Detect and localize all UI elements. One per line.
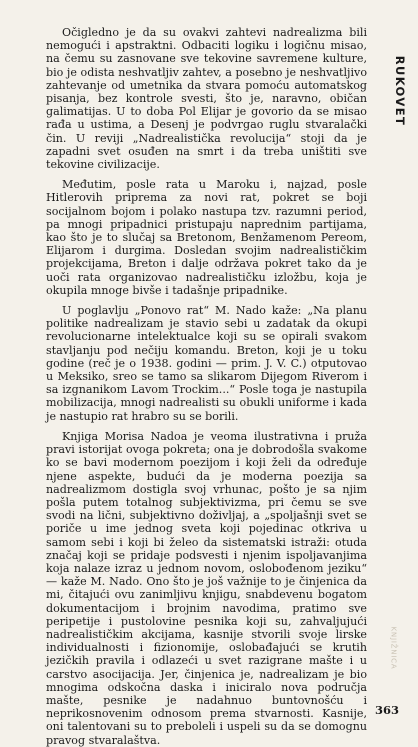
paragraph-2: Međutim, posle rata u Maroku i, najzad, posle Hitlerovih priprema za novi rat, pokret se boji socijalnom bojom i polako nastupa tzv. razumni period, pa mnogi pripadnici pristupaju naprednim partijama, kao što je to slučaj sa Bretonom, Benžamenom Pereom, Elijarom i durgima. Dosledan svojim nadrealističkim projekcijama, Breton i dalje održava pokret tako da je uoči rata organizovao nadrealističku izložbu, koja je okupila mnoge bivše i tadašnje pripadnike. (46, 178, 367, 297)
paragraph-4: Knjiga Morisa Nadoa je veoma ilustrativna i pruža pravi istorijat ovoga pokreta; ona je dobrodošla svakome ko se bavi modernom poezijom i koji želi da određuje njene aspekte, budući da je moderna poezija sa nadrealizmom dostigla svoj vrhunac, pošto je sa njim pošla putem totalnog subjektivizma, pri čemu se sve svodi na lični, subjektivno doživljaj, a „spoljašnji svet se poriče u ime jednog sveta koji pojedinac otkriva u samom sebi i koji bi želeo da sistematski istraži: otuda značaj koji se pridaje podsvesti i njenim ispoljavanjima koja nalaze izraz u jednom novom, oslobođenom jeziku“ — kaže M. Nado. Ono što je još važnije to je činjenica da mi, čitajući ovu zanimljivu knjigu, snabdevenu bogatom dokumentacijom i brojnim navodima, pratimo sve peripetije i pustolovine pesnika koji su, zahvaljujući nadrealističkim akcijama, kasnije stvorili svoje lirske individualnosti i fizionomije, oslobađajući se krutih jezičkih pravila i odlazeći u svet razigrane mašte i u carstvo asocijacija. Jer, činjenica je, nadrealizam je bio mnogima odskočna daska i iniciralo nova područja mašte, pesnike je nadahnuo buntovnošću i neprikosnovenim odnosom prema stvarnosti. Kasnije, oni talentovani su to preboleli i uspeli su da se domognu pravog stvaralaštva. (46, 429, 367, 747)
library-stamp-text: KNJIŽNICA (389, 626, 397, 670)
paragraph-3: U poglavlju „Ponovo rat“ M. Nado kaže: „Na planu politike nadrealizam je stavio sebi u zadatak da okupi revolucionarne intelektualce koji su se opirali svakom stavljanju pod nečiju komandu. Breton, koji je u toku godine (reč je o 1938. godini — prim. J. V. C.) otputovao u Meksiko, sreo se tamo sa slikarom Dijegom Riverom i sa izgnanikom Lavom Trockim...“ Posle toga je nastupila mobilizacija, mnogi nadrealisti su obukli uniforme i kada je nastupio rat hrabro su se borili. (46, 304, 367, 423)
article-body (46, 26, 367, 747)
library-stamp (382, 612, 404, 684)
paragraph-1: Očigledno je da su ovakvi zahtevi nadrealizma bili nemogući i apstraktni. Odbaciti logiku i logičnu misao, na čemu su zasnovane sve tekovine savremene kulture, bio je odista neshvatljiv zahtev, a posebno je neshvatljivo zahtevanje od umetnika da stvara pomoću automatskog pisanja, bez kontrole svesti, što je, naravno, običan galimatijas. U to doba Pol Elijar je govorio da se misao rađa u ustima, a Desenj je podvrgao ruglu stvaralački čin. U reviji „Nadrealistička revolucija“ stoji da je zapadni svet osuđen na smrt i da treba uništiti sve tekovine civilizacije. (46, 26, 367, 172)
section-label (385, 40, 415, 142)
page-number: 363 (375, 703, 400, 717)
section-label-text: RUKOVET (393, 55, 407, 127)
